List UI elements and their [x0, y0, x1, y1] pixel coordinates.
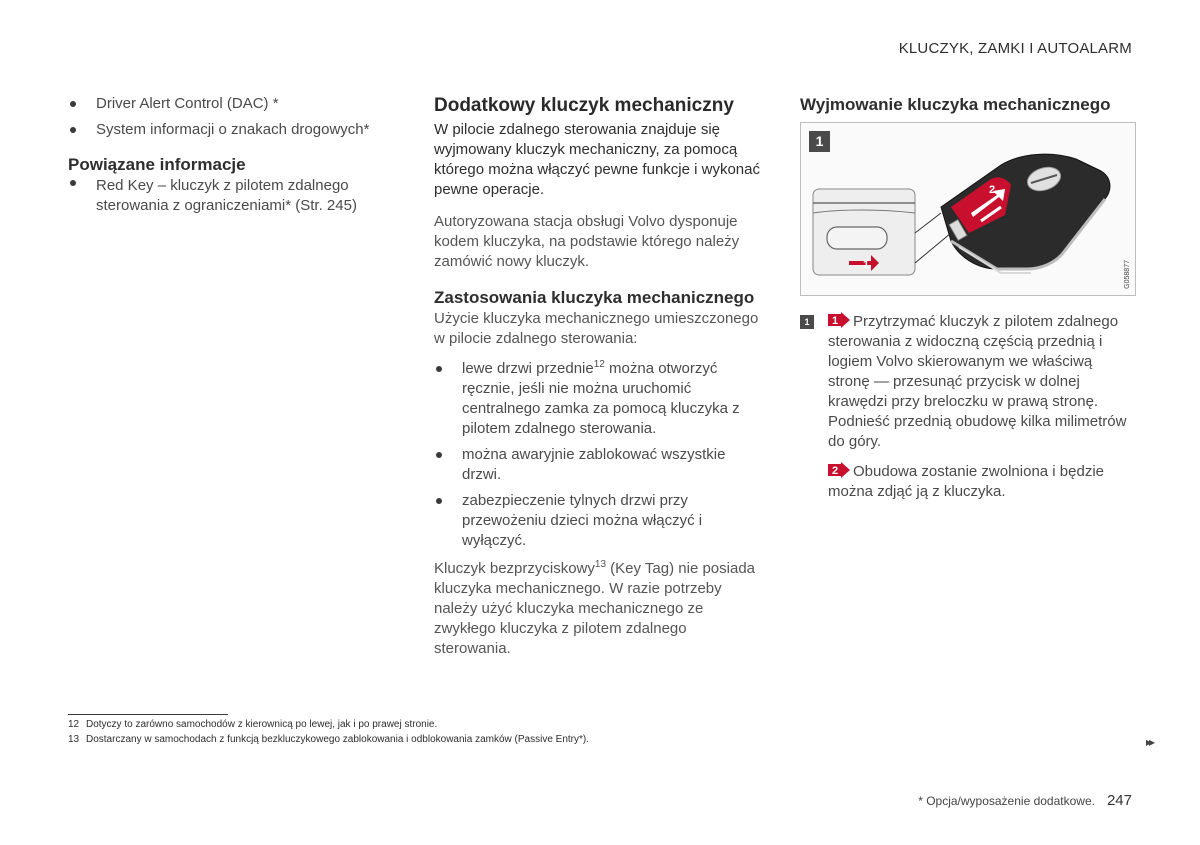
- sub-intro: Użycie kluczyka mechanicznego umieszczonego w pilocie zdalnego sterowania:: [434, 310, 759, 347]
- arrow-label: 2: [989, 184, 996, 196]
- instruction-steps: [800, 312, 1136, 502]
- list-item: Driver Alert Control (DAC) *: [68, 94, 398, 114]
- feature-list: [68, 94, 398, 140]
- svg-text:2: 2: [832, 465, 839, 477]
- key-illustration: [800, 122, 1136, 296]
- continue-arrows-icon: ▸▸: [1145, 735, 1152, 749]
- section-heading: Dodatkowy kluczyk mechaniczny: [434, 95, 734, 116]
- bullet-icon: [436, 452, 442, 458]
- page-footer: [918, 792, 1132, 809]
- running-header: KLUCZYK, ZAMKI I AUTOALARM: [898, 40, 1132, 57]
- step-number: 1: [800, 315, 814, 329]
- related-link[interactable]: Red Key – kluczyk z pilotem zdalnego sterowania z ograniczeniami* (Str. 245): [68, 176, 398, 216]
- column-left: [68, 94, 398, 222]
- list-item: lewe drzwi przednie$^{12}$ można otworzyć ręcznie, jeśli nie można uruchomić centralnego zamka za pomocą kluczyka z pilotem zdalnego sterowania.: [434, 359, 764, 439]
- step-2: 2 Obudowa zostanie zwolniona i będzie można zdjąć ją z kluczyka.: [828, 463, 1104, 500]
- page-number: 247: [1106, 792, 1132, 809]
- uses-list: [434, 359, 764, 551]
- footnote-divider: [68, 714, 228, 715]
- svg-text:1: 1: [832, 315, 839, 327]
- list-item: można awaryjnie zablokować wszystkie drzwi.: [434, 445, 764, 485]
- note-paragraph: Autoryzowana stacja obsługi Volvo dysponuje kodem kluczyka, na podstawie którego należy zamówić nowy kluczyk.: [434, 213, 740, 270]
- option-note: * Opcja/wyposażenie dodatkowe.: [918, 794, 1095, 808]
- remote-key-drawing: [801, 123, 1135, 295]
- related-info-list: [68, 176, 398, 216]
- list-item: zabezpieczenie tylnych drzwi przy przewożeniu dzieci można włączyć i wyłączyć.: [434, 491, 764, 551]
- bullet-icon: [70, 127, 76, 133]
- bullet-icon: [436, 498, 442, 504]
- figure-number: 1: [809, 131, 830, 152]
- bullet-icon: [70, 101, 76, 107]
- bullet-icon: [70, 180, 76, 186]
- figure-code: G058877: [1124, 260, 1131, 289]
- column-middle: [434, 94, 764, 659]
- red-arrow-icon: [828, 312, 850, 328]
- red-arrow-icon: [828, 462, 850, 478]
- intro-paragraph: W pilocie zdalnego sterowania znajduje się wyjmowany kluczyk mechaniczny, za pomocą którego można włączyć pewne funkcje i wykonać pewne operacje.: [434, 121, 760, 198]
- section-heading: Wyjmowanie kluczyka mechanicznego: [800, 95, 1111, 114]
- arrow-label: 1: [863, 259, 870, 271]
- keytag-paragraph: Kluczyk bezprzyciskowy$^{13}$ (Key Tag) nie posiada kluczyka mechanicznego. W razie potrzeby należy użyć kluczyka mechanicznego ze zwykłego kluczyka z pilotem zdalnego sterowania.: [434, 559, 755, 657]
- list-item: System informacji o znakach drogowych*: [68, 120, 398, 140]
- step-1: 1 1 Przytrzymać kluczyk z pilotem zdalnego sterowania z widoczną częścią przednią i logiem Volvo skierowanym we właściwą stronę — przesunąć przycisk w dolnej krawędzi przy breloczku w prawą stronę. Podnieść przednią obudowę kilka milimetrów do góry.: [800, 312, 1136, 452]
- sub-heading: Zastosowania kluczyka mechanicznego: [434, 288, 755, 307]
- footnote: 12 Dotyczy to zarówno samochodów z kierownicą po lewej, jak i po prawej stronie.: [68, 719, 438, 730]
- footnote: 13 Dostarczany w samochodach z funkcją bezkluczykowego zablokowania i odblokowania zamków (Passive Entry*).: [68, 734, 590, 745]
- related-info-heading: Powiązane informacje: [68, 155, 246, 174]
- bullet-icon: [436, 366, 442, 372]
- column-right: [800, 94, 1136, 502]
